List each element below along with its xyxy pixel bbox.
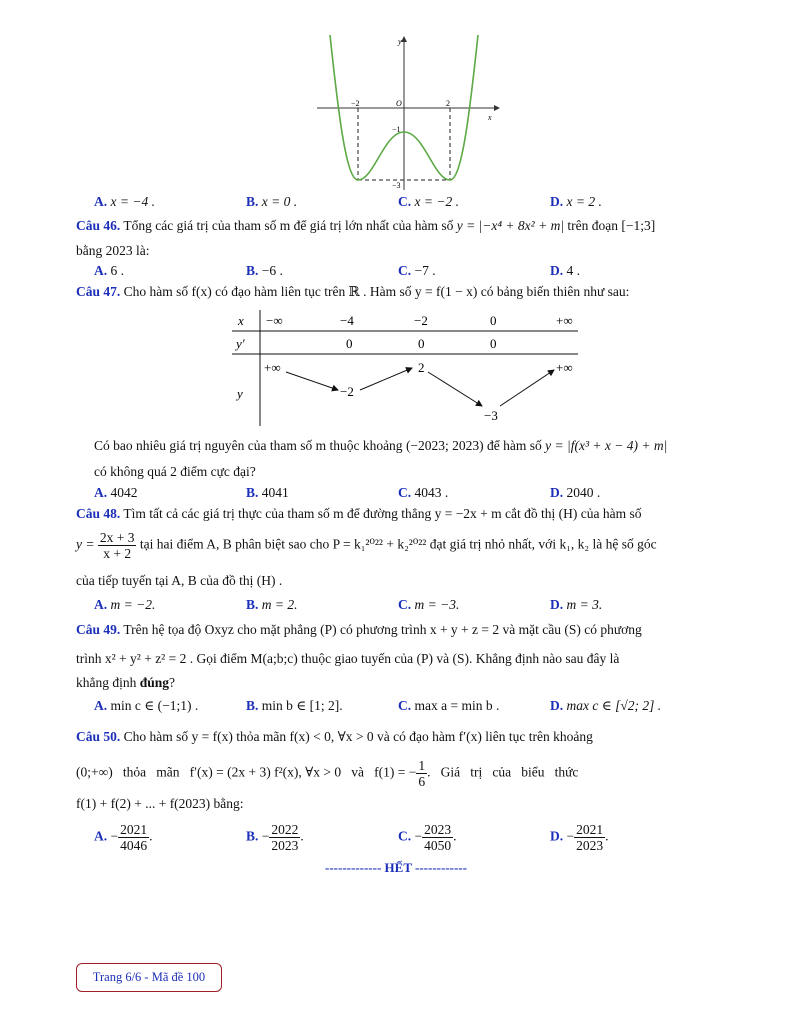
q48-answer-c[interactable]: C. m = −3. (398, 597, 460, 612)
q50-stem-3: f(1) + f(2) + ... + f(2023) bằng: (76, 796, 244, 811)
y-axis-label: y (398, 37, 402, 46)
y-value: −3 (484, 408, 498, 423)
q48-answer-d[interactable]: D. m = 3. (550, 597, 603, 612)
q48-answer-b[interactable]: B. m = 2. (246, 597, 298, 612)
q49-stem-2: trình x² + y² + z² = 2 . Gọi điểm M(a;b;c) thuộc giao tuyến của (P) và (S). Khẳng định nào sau đây là (76, 651, 620, 666)
tick-neg1: −1 (392, 125, 401, 134)
y-value: +∞ (264, 360, 281, 375)
q46-stem: Câu 46. Tổng các giá trị của tham số m để giá trị lớn nhất của hàm số y = |−x⁴ + 8x² + m| trên đoạn [−1;3] (76, 218, 656, 233)
q45-answer-c[interactable]: C. x = −2 . (398, 194, 459, 209)
q49-answer-d[interactable]: D. max c ∈ [√2; 2] . (550, 698, 662, 713)
q45-answer-a[interactable]: A. x = −4 . (94, 194, 155, 209)
yprime-value: 0 (346, 336, 353, 351)
q47-answer-a[interactable]: A. 4042 (94, 485, 138, 500)
q47-condition: Có bao nhiêu giá trị nguyên của tham số m thuộc khoảng (−2023; 2023) để hàm số y = |f(x³ + x − 4) + m| (94, 438, 668, 453)
q50-answer-c[interactable]: C. − $\frac{2023}{4050}$ . (398, 822, 457, 853)
q47-answer-d[interactable]: D. 2040 . (550, 485, 601, 500)
q47-condition-2: có không quá 2 điểm cực đại? (94, 464, 256, 479)
end-marker: ------------- HẾT ------------ (325, 860, 467, 875)
q50-stem: Câu 50. Cho hàm số y = f(x) thỏa mãn f(x) < 0, ∀x > 0 và có đạo hàm f′(x) liên tục trên khoảng (76, 729, 593, 744)
origin-label: O (396, 99, 402, 108)
q50-answer-a[interactable]: A. − $\frac{2021}{4046}$ . (94, 822, 153, 853)
y-value: 2 (418, 360, 425, 375)
q49-stem-3: khẳng định đúng? (76, 675, 176, 690)
y-value: −2 (340, 384, 354, 399)
q49-answer-a[interactable]: A. min c ∈ (−1;1) . (94, 698, 199, 713)
x-value: +∞ (556, 313, 573, 328)
q45-answer-b[interactable]: B. x = 0 . (246, 194, 298, 209)
q48-fraction: $\frac{2x + 3}{x + 2}$ (99, 530, 135, 561)
q48-stem: Câu 48. Tìm tất cả các giá trị thực của tham số m để đường thẳng y = −2x + m cắt đồ thị (H) của hàm số (76, 506, 642, 521)
table-y-label: y (237, 386, 243, 401)
x-value: −∞ (266, 313, 283, 328)
yprime-value: 0 (418, 336, 425, 351)
q49-answer-b[interactable]: B. min b ∈ [1; 2]. (246, 698, 343, 713)
q50-answer-b[interactable]: B. − $\frac{2022}{2023}$ . (246, 822, 304, 853)
q48-stem-2: y = $\frac{2x + 3}{x + 2}$ tại hai điểm A, B phân biệt sao cho P = k₁²⁰²² + k₂²⁰²² đạt giá trị nhỏ nhất, với k₁, k₂ là hệ số góc (76, 530, 657, 561)
q49-answer-c[interactable]: C. max a = min b . (398, 698, 500, 713)
q46-answer-d[interactable]: D. 4 . (550, 263, 580, 278)
q46-answer-a[interactable]: A. 6 . (94, 263, 124, 278)
table-x-label: x (238, 313, 244, 328)
x-value: −2 (414, 313, 428, 328)
x-value: 0 (490, 313, 497, 328)
q47-answer-b[interactable]: B. 4041 (246, 485, 289, 500)
q46-answer-c[interactable]: C. −7 . (398, 263, 436, 278)
q46-answer-b[interactable]: B. −6 . (246, 263, 283, 278)
tick-neg3: −3 (392, 181, 401, 190)
q46-stem-2: bằng 2023 là: (76, 243, 150, 258)
variation-table (228, 306, 580, 428)
x-axis-label: x (488, 113, 492, 122)
q47-answer-c[interactable]: C. 4043 . (398, 485, 449, 500)
function-graph (312, 30, 502, 192)
tick-2: 2 (446, 99, 450, 108)
q48-stem-3: của tiếp tuyến tại A, B của đồ thị (H) . (76, 573, 283, 588)
q45-answer-d[interactable]: D. x = 2 . (550, 194, 602, 209)
q50-f1-fraction: $\frac{1}{6}$ (418, 758, 426, 789)
tick-neg2: −2 (351, 99, 360, 108)
y-value: +∞ (556, 360, 573, 375)
x-value: −4 (340, 313, 354, 328)
q47-stem: Câu 47. Cho hàm số f(x) có đạo hàm liên tục trên ℝ . Hàm số y = f(1 − x) có bảng biến thiên như sau: (76, 284, 630, 299)
q50-answer-d[interactable]: D. − $\frac{2021}{2023}$ . (550, 822, 609, 853)
page-footer: Trang 6/6 - Mã đề 100 (76, 963, 222, 992)
yprime-value: 0 (490, 336, 497, 351)
table-yprime-label: y′ (236, 336, 245, 351)
q50-stem-2: (0;+∞) thỏa mãn f′(x) = (2x + 3) f²(x), ∀x > 0 và f(1) = − $\frac{1}{6}$ . Giá trị của biểu thức (76, 758, 579, 789)
q49-stem: Câu 49. Trên hệ tọa độ Oxyz cho mặt phẳng (P) có phương trình x + y + z = 2 và mặt cầu (S) có phương (76, 622, 642, 637)
q48-answer-a[interactable]: A. m = −2. (94, 597, 156, 612)
